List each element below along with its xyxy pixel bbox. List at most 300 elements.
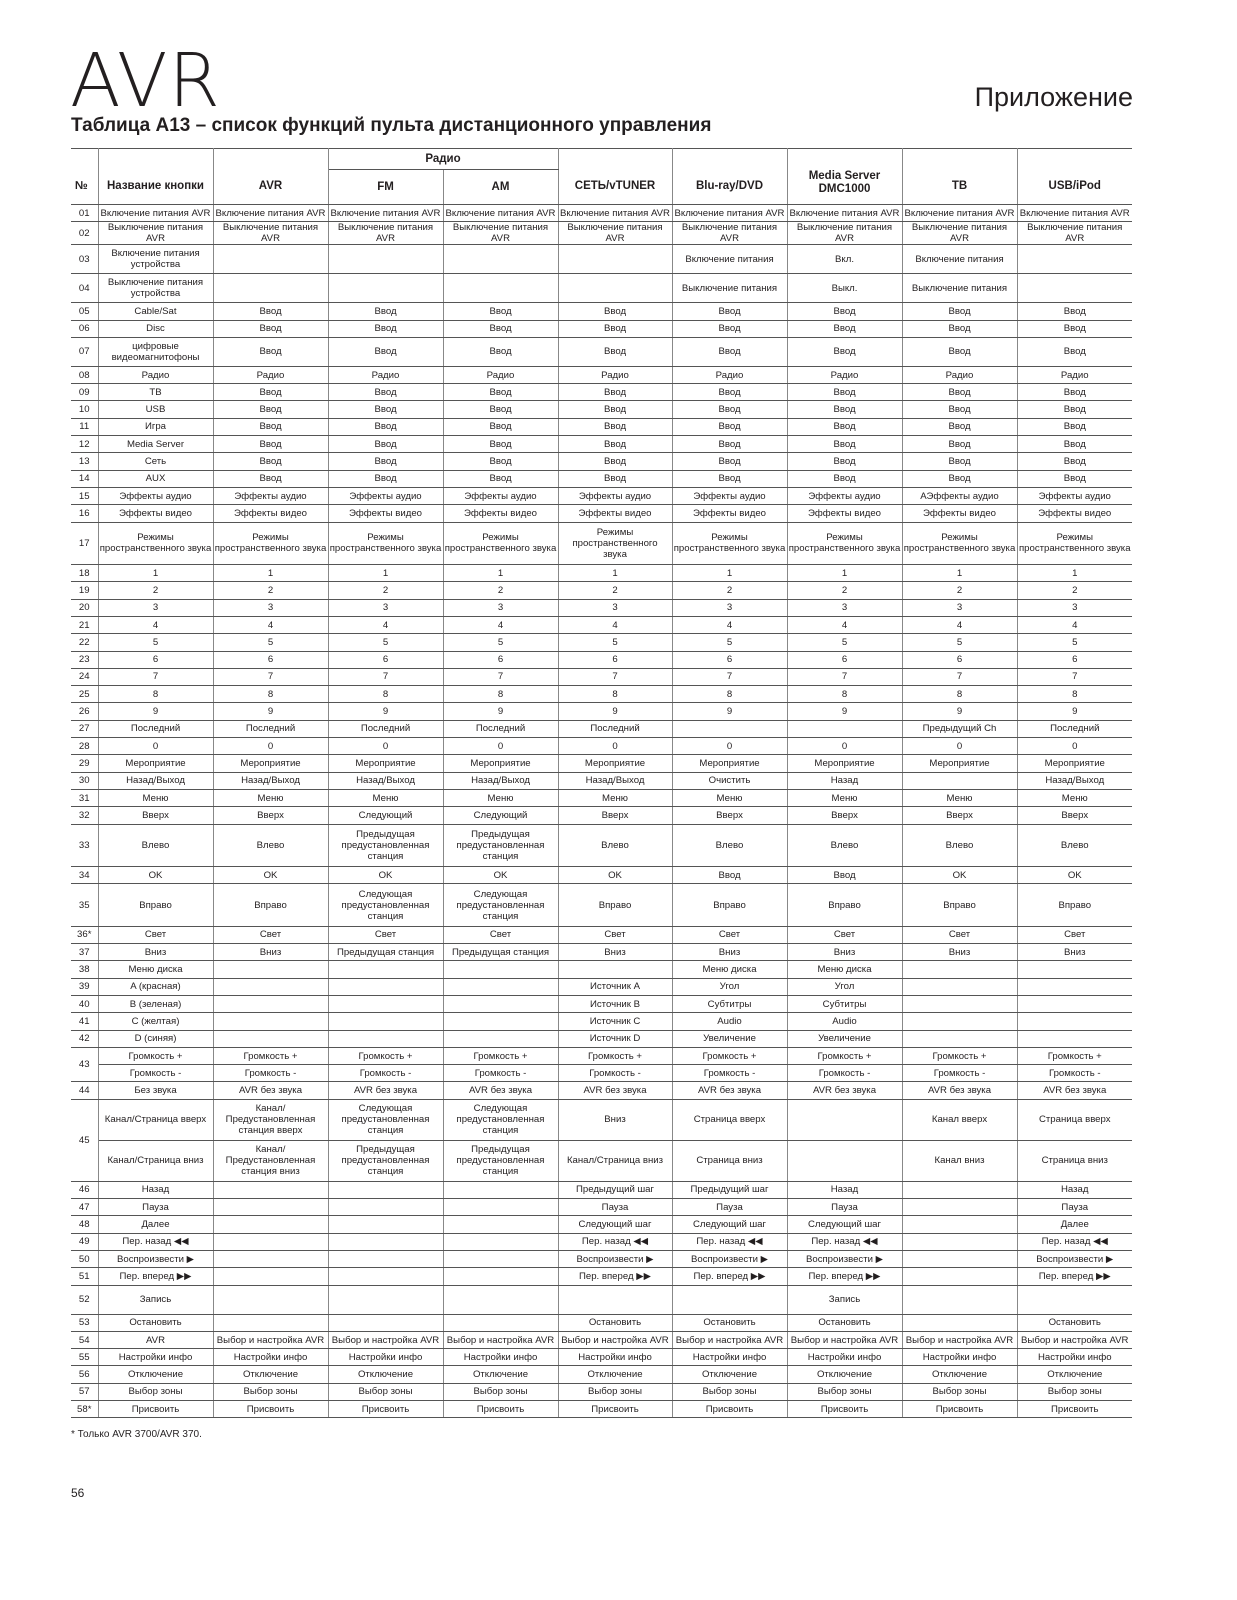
function-cell: Вкл. [787, 245, 902, 274]
function-cell: Ввод [328, 384, 443, 401]
function-cell: Пауза [1017, 1199, 1132, 1216]
function-cell: Вверх [787, 807, 902, 824]
function-cell: Ввод [1017, 320, 1132, 337]
button-name-cell: Включение питания AVR [98, 205, 213, 222]
row-number: 39 [71, 978, 98, 995]
row-number: 57 [71, 1383, 98, 1400]
table-row [71, 487, 1132, 504]
table-row [71, 884, 1132, 927]
function-cell: Выбор и настройка AVR [443, 1331, 558, 1348]
function-cell: 7 [787, 668, 902, 685]
row-number: 14 [71, 470, 98, 487]
function-cell: 0 [213, 738, 328, 755]
column-header: Blu-ray/DVD [672, 170, 787, 205]
function-cell [328, 996, 443, 1013]
function-cell: Свет [672, 926, 787, 943]
button-name-cell: цифровые видеомагнитофоны [98, 337, 213, 366]
function-cell: Присвоить [902, 1401, 1017, 1418]
function-cell: Эффекты видео [443, 505, 558, 522]
function-cell: Радио [558, 366, 672, 383]
table-row [71, 824, 1132, 867]
button-name-cell: Канал/Страница вниз [98, 1140, 213, 1181]
column-header: AM [443, 170, 558, 205]
function-cell: 3 [902, 599, 1017, 616]
function-cell: Назад/Выход [558, 772, 672, 789]
row-number: 21 [71, 616, 98, 633]
function-cell: Канал/ Предустановленная станция вниз [213, 1140, 328, 1181]
row-number: 41 [71, 1013, 98, 1030]
function-cell: Меню [213, 789, 328, 806]
table-row [71, 1401, 1132, 1418]
function-cell: Громкость - [787, 1065, 902, 1082]
function-cell: 0 [902, 738, 1017, 755]
function-cell [213, 961, 328, 978]
row-number: 29 [71, 755, 98, 772]
function-cell: Радио [1017, 366, 1132, 383]
function-cell: 3 [1017, 599, 1132, 616]
table-row [71, 926, 1132, 943]
function-cell: AVR без звука [328, 1082, 443, 1099]
function-cell: Вниз [672, 944, 787, 961]
function-cell: Следующая предустановленная станция [443, 1099, 558, 1140]
table-row [71, 944, 1132, 961]
table-row [71, 703, 1132, 720]
function-cell: Источник C [558, 1013, 672, 1030]
table-row [71, 789, 1132, 806]
function-cell: Предыдущая предустановленная станция [443, 1140, 558, 1181]
function-cell: Отключение [1017, 1366, 1132, 1383]
function-cell: Выбор и настройка AVR [558, 1331, 672, 1348]
function-cell [213, 1013, 328, 1030]
function-cell: Отключение [787, 1366, 902, 1383]
function-cell: Включение питания AVR [672, 205, 787, 222]
function-cell: Вверх [558, 807, 672, 824]
column-header: USB/iPod [1017, 170, 1132, 205]
function-cell: Настройки инфо [672, 1349, 787, 1366]
row-number: 18 [71, 565, 98, 582]
function-cell: Мероприятие [213, 755, 328, 772]
function-cell: Вверх [672, 807, 787, 824]
function-cell [1017, 961, 1132, 978]
function-cell [213, 1181, 328, 1198]
function-cell [328, 1268, 443, 1285]
function-cell: Ввод [902, 384, 1017, 401]
row-number: 31 [71, 789, 98, 806]
row-number: 11 [71, 418, 98, 435]
function-cell: Режимы пространственного звука [328, 522, 443, 565]
function-cell: Ввод [672, 436, 787, 453]
function-cell: Включение питания [902, 245, 1017, 274]
function-cell: 1 [443, 565, 558, 582]
button-name-cell: Радио [98, 366, 213, 383]
function-cell: Ввод [558, 303, 672, 320]
function-cell: Воспроизвести ▶ [1017, 1250, 1132, 1267]
function-cell: Назад/Выход [1017, 772, 1132, 789]
function-cell: Ввод [672, 337, 787, 366]
row-number: 50 [71, 1250, 98, 1267]
function-cell: Канал вниз [902, 1140, 1017, 1181]
function-cell [902, 1013, 1017, 1030]
button-name-cell: B (зеленая) [98, 996, 213, 1013]
function-cell: Присвоить [672, 1401, 787, 1418]
function-cell: Ввод [902, 320, 1017, 337]
function-cell [328, 1314, 443, 1331]
function-cell: Выбор зоны [443, 1383, 558, 1400]
table-row [71, 616, 1132, 633]
function-cell: Ввод [1017, 453, 1132, 470]
column-header: № [71, 170, 98, 205]
function-cell: Ввод [443, 320, 558, 337]
row-number: 51 [71, 1268, 98, 1285]
function-cell: Ввод [443, 453, 558, 470]
function-cell: Эффекты видео [328, 505, 443, 522]
function-cell: Отключение [672, 1366, 787, 1383]
function-cell: AVR без звука [213, 1082, 328, 1099]
function-cell: Последний [328, 720, 443, 737]
table-row [71, 1099, 1132, 1140]
function-cell: Влево [1017, 824, 1132, 867]
function-cell: Включение питания AVR [213, 205, 328, 222]
function-cell: Следующая предустановленная станция [328, 884, 443, 927]
function-cell [443, 978, 558, 995]
function-cell: Ввод [787, 418, 902, 435]
table-row [71, 401, 1132, 418]
function-cell: 5 [1017, 634, 1132, 651]
function-cell: Меню [902, 789, 1017, 806]
function-cell: Выбор и настройка AVR [902, 1331, 1017, 1348]
function-cell: Ввод [443, 303, 558, 320]
function-cell: Вправо [787, 884, 902, 927]
function-cell [213, 996, 328, 1013]
function-cell: Вверх [213, 807, 328, 824]
table-row [71, 1366, 1132, 1383]
function-cell: Ввод [213, 320, 328, 337]
function-cell: 9 [328, 703, 443, 720]
function-cell: Эффекты аудио [328, 487, 443, 504]
table-row [71, 1082, 1132, 1099]
function-cell: Режимы пространственного звука [443, 522, 558, 565]
table-row [71, 1349, 1132, 1366]
row-number: 06 [71, 320, 98, 337]
function-cell: Audio [672, 1013, 787, 1030]
row-number: 33 [71, 824, 98, 867]
column-header: СЕТЬ/vTUNER [558, 170, 672, 205]
button-name-cell: 6 [98, 651, 213, 668]
function-cell: Ввод [558, 401, 672, 418]
column-header: FM [328, 170, 443, 205]
function-cell [328, 1250, 443, 1267]
table-row [71, 1250, 1132, 1267]
function-cell: Ввод [328, 337, 443, 366]
function-cell: 1 [558, 565, 672, 582]
button-name-cell: Пауза [98, 1199, 213, 1216]
button-name-cell: Назад [98, 1181, 213, 1198]
function-cell: Режимы пространственного звука [787, 522, 902, 565]
function-cell: Включение питания AVR [787, 205, 902, 222]
table-row [71, 755, 1132, 772]
row-number: 53 [71, 1314, 98, 1331]
function-cell: 8 [443, 686, 558, 703]
table-row [71, 320, 1132, 337]
function-cell: Audio [787, 1013, 902, 1030]
table-row [71, 1199, 1132, 1216]
table-row [71, 1140, 1132, 1181]
function-cell: Пер. назад ◀◀ [787, 1233, 902, 1250]
function-cell: 5 [213, 634, 328, 651]
function-cell: Следующая предустановленная станция [328, 1099, 443, 1140]
function-cell: Громкость + [443, 1047, 558, 1064]
function-cell: 2 [672, 582, 787, 599]
function-cell [213, 1314, 328, 1331]
function-cell: Эффекты аудио [213, 487, 328, 504]
function-cell: OK [902, 867, 1017, 884]
table-row [71, 522, 1132, 565]
function-cell: 4 [443, 616, 558, 633]
function-cell: Вправо [902, 884, 1017, 927]
function-cell: Ввод [787, 384, 902, 401]
function-cell [443, 1268, 558, 1285]
function-cell: Следующий шаг [672, 1216, 787, 1233]
function-cell: Эффекты видео [213, 505, 328, 522]
button-name-cell: Media Server [98, 436, 213, 453]
row-number: 02 [71, 222, 98, 245]
function-cell [558, 245, 672, 274]
row-number: 05 [71, 303, 98, 320]
function-cell: Присвоить [443, 1401, 558, 1418]
row-number: 16 [71, 505, 98, 522]
button-name-cell: Настройки инфо [98, 1349, 213, 1366]
function-cell: Выбор зоны [672, 1383, 787, 1400]
function-cell: Влево [213, 824, 328, 867]
function-cell: AVR без звука [1017, 1082, 1132, 1099]
function-cell [1017, 978, 1132, 995]
function-cell: Влево [558, 824, 672, 867]
function-cell: Субтитры [787, 996, 902, 1013]
function-cell: Ввод [902, 337, 1017, 366]
button-name-cell: 1 [98, 565, 213, 582]
function-cell: Последний [213, 720, 328, 737]
row-number: 35 [71, 884, 98, 927]
button-name-cell: Влево [98, 824, 213, 867]
function-cell [213, 1250, 328, 1267]
function-cell: Ввод [213, 453, 328, 470]
table-row [71, 1331, 1132, 1348]
table-row [71, 1047, 1132, 1064]
function-cell: Ввод [787, 401, 902, 418]
function-cell: Ввод [1017, 384, 1132, 401]
row-number: 13 [71, 453, 98, 470]
function-cell: Режимы пространственного звука [1017, 522, 1132, 565]
function-cell: Выбор зоны [787, 1383, 902, 1400]
function-cell: Отключение [213, 1366, 328, 1383]
button-name-cell: 5 [98, 634, 213, 651]
button-name-cell: Выключение питания AVR [98, 222, 213, 245]
function-cell: Пауза [787, 1199, 902, 1216]
function-cell: OK [328, 867, 443, 884]
table-row [71, 772, 1132, 789]
function-cell: OK [558, 867, 672, 884]
function-cell: 4 [672, 616, 787, 633]
table-row [71, 366, 1132, 383]
button-name-cell: 7 [98, 668, 213, 685]
function-cell: 1 [1017, 565, 1132, 582]
row-number: 22 [71, 634, 98, 651]
button-name-cell: Далее [98, 1216, 213, 1233]
row-number: 20 [71, 599, 98, 616]
function-cell: Мероприятие [328, 755, 443, 772]
function-cell: Меню [443, 789, 558, 806]
function-cell: 8 [672, 686, 787, 703]
function-cell: Увеличение [672, 1030, 787, 1047]
function-cell [443, 1013, 558, 1030]
function-cell: Выбор зоны [558, 1383, 672, 1400]
function-cell: Канал вверх [902, 1099, 1017, 1140]
function-cell: 8 [1017, 686, 1132, 703]
function-cell: Ввод [787, 436, 902, 453]
button-name-cell: Эффекты аудио [98, 487, 213, 504]
button-name-cell: Вверх [98, 807, 213, 824]
table-row [71, 582, 1132, 599]
function-cell: Радио [787, 366, 902, 383]
function-cell: Пауза [558, 1199, 672, 1216]
button-name-cell: OK [98, 867, 213, 884]
function-cell: 9 [443, 703, 558, 720]
function-cell: Последний [558, 720, 672, 737]
function-cell: 3 [328, 599, 443, 616]
function-cell [443, 1250, 558, 1267]
table-row [71, 303, 1132, 320]
function-cell: Выключение питания AVR [902, 222, 1017, 245]
function-cell: Ввод [787, 453, 902, 470]
function-cell: Очистить [672, 772, 787, 789]
function-cell: Меню [1017, 789, 1132, 806]
function-cell: Канал/ Предустановленная станция вверх [213, 1099, 328, 1140]
function-cell: Присвоить [787, 1401, 902, 1418]
function-cell [328, 961, 443, 978]
function-cell: 2 [213, 582, 328, 599]
function-cell: Громкость - [328, 1065, 443, 1082]
function-cell: OK [1017, 867, 1132, 884]
function-cell: Ввод [328, 470, 443, 487]
function-cell: Радио [902, 366, 1017, 383]
function-cell: 4 [1017, 616, 1132, 633]
function-cell: Выбор зоны [1017, 1383, 1132, 1400]
function-cell: Ввод [213, 337, 328, 366]
function-cell: Режимы пространственного звука [213, 522, 328, 565]
function-cell [902, 1030, 1017, 1047]
function-cell: Предыдущая предустановленная станция [328, 824, 443, 867]
function-cell: Выключение питания AVR [558, 222, 672, 245]
function-cell: Громкость + [328, 1047, 443, 1064]
function-cell: Воспроизвести ▶ [558, 1250, 672, 1267]
function-cell: 5 [787, 634, 902, 651]
function-cell: Мероприятие [443, 755, 558, 772]
function-cell: Режимы пространственного звука [558, 522, 672, 565]
function-cell: Присвоить [328, 1401, 443, 1418]
function-cell: 9 [558, 703, 672, 720]
button-name-cell: Громкость + [98, 1047, 213, 1064]
function-cell: Ввод [443, 401, 558, 418]
function-cell: 9 [1017, 703, 1132, 720]
function-cell: 6 [672, 651, 787, 668]
function-cell [902, 1216, 1017, 1233]
function-cell: Радио [213, 366, 328, 383]
row-number: 56 [71, 1366, 98, 1383]
function-cell: Ввод [787, 320, 902, 337]
function-cell [328, 1181, 443, 1198]
function-cell [328, 1233, 443, 1250]
function-cell: Эффекты видео [558, 505, 672, 522]
function-cell: Эффекты видео [1017, 505, 1132, 522]
row-number: 09 [71, 384, 98, 401]
function-cell: 3 [558, 599, 672, 616]
table-row [71, 720, 1132, 737]
function-cell: Назад/Выход [328, 772, 443, 789]
button-name-cell: USB [98, 401, 213, 418]
function-cell: 7 [1017, 668, 1132, 685]
function-cell: Ввод [902, 470, 1017, 487]
row-number: 45 [71, 1099, 98, 1181]
row-number: 26 [71, 703, 98, 720]
function-cell: Ввод [672, 320, 787, 337]
table-row [71, 384, 1132, 401]
function-cell: Эффекты видео [902, 505, 1017, 522]
function-cell: Пер. вперед ▶▶ [1017, 1268, 1132, 1285]
row-number: 37 [71, 944, 98, 961]
function-cell: Вниз [558, 1099, 672, 1140]
function-cell: Предыдущая предустановленная станция [443, 824, 558, 867]
button-name-cell: Меню [98, 789, 213, 806]
function-cell: Вниз [213, 944, 328, 961]
button-name-cell: Эффекты видео [98, 505, 213, 522]
function-cell [328, 1030, 443, 1047]
function-cell: Ввод [902, 401, 1017, 418]
function-cell: Воспроизвести ▶ [672, 1250, 787, 1267]
function-cell: 0 [558, 738, 672, 755]
function-cell: Пер. назад ◀◀ [1017, 1233, 1132, 1250]
function-cell [443, 1216, 558, 1233]
function-cell: Назад [787, 1181, 902, 1198]
function-cell: Назад [787, 772, 902, 789]
function-cell [328, 274, 443, 303]
function-cell: Выбор и настройка AVR [1017, 1331, 1132, 1348]
function-cell: Ввод [213, 418, 328, 435]
function-cell: 5 [558, 634, 672, 651]
function-cell [328, 978, 443, 995]
avr-logo: AVR [70, 38, 221, 124]
function-cell: Настройки инфо [902, 1349, 1017, 1366]
function-cell: Субтитры [672, 996, 787, 1013]
function-cell: Выключение питания [902, 274, 1017, 303]
table-row [71, 337, 1132, 366]
function-cell: Ввод [672, 303, 787, 320]
button-name-cell: Выбор зоны [98, 1383, 213, 1400]
button-name-cell: Сеть [98, 453, 213, 470]
function-cell: 3 [787, 599, 902, 616]
function-cell [558, 274, 672, 303]
button-name-cell: AUX [98, 470, 213, 487]
function-cell: Мероприятие [558, 755, 672, 772]
page-number: 56 [71, 1486, 85, 1500]
function-cell [443, 1199, 558, 1216]
button-name-cell: Disc [98, 320, 213, 337]
table-row [71, 470, 1132, 487]
function-cell: 7 [328, 668, 443, 685]
function-cell: Предыдущий шаг [672, 1181, 787, 1198]
function-cell: Остановить [1017, 1314, 1132, 1331]
function-cell [672, 1285, 787, 1314]
row-number: 55 [71, 1349, 98, 1366]
